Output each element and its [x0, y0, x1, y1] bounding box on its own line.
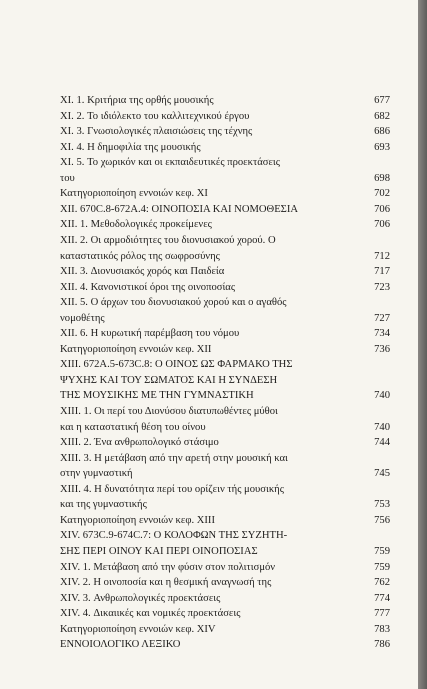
toc-entry — [60, 311, 390, 327]
toc-entry-title: XIII. 4. Η δυνατότητα περί του ορίζειν τής μουσικής — [60, 483, 284, 495]
toc-entry-title: ΣΗΣ ΠΕΡΙ ΟΙΝΟΥ ΚΑΙ ΠΕΡΙ ΟΙΝΟΠΟΣΙΑΣ — [60, 545, 258, 557]
toc-entry-title: XI. 4. Η δημοφιλία της μουσικής — [60, 141, 201, 153]
toc-entry-title: XIV. 3. Ανθρωπολογικές προεκτάσεις — [60, 592, 221, 604]
toc-entry-title: του — [60, 172, 75, 184]
toc-entry-title: XII. 3. Διονυσιακός χορός και Παιδεία — [60, 266, 225, 278]
toc-entry — [60, 544, 390, 560]
toc-entry — [60, 404, 390, 420]
toc-entry-title: Κατηγοριοποίηση εννοιών κεφ. XII — [60, 343, 212, 355]
toc-entry-page-number: 706 — [374, 219, 390, 231]
toc-entry-title: XII. 6. Η κυρωτική παρέμβαση του νόμου — [60, 328, 240, 340]
toc-entry — [60, 186, 390, 202]
toc-entry — [60, 357, 390, 373]
toc-entry-page-number: 756 — [374, 514, 390, 526]
toc-entry-page-number: 734 — [374, 328, 390, 340]
toc-entry-page-number: 723 — [374, 281, 390, 293]
toc-entry-title: XIV. 4. Δικαιικές και νομικές προεκτάσεις — [60, 608, 241, 620]
toc-entry-page-number: 759 — [374, 545, 390, 557]
toc-entry-title: νομοθέτης — [60, 312, 105, 324]
toc-entry — [60, 420, 390, 436]
toc-entry-title: ΨΥΧΗΣ ΚΑΙ ΤΟΥ ΣΩΜΑΤΟΣ ΚΑΙ Η ΣΥΝΔΕΣΗ — [60, 374, 278, 386]
toc-entry — [60, 637, 390, 653]
toc-entry-title: XIV. 2. Η οινοποσία και η θεσμική αναγνωσή της — [60, 577, 272, 589]
toc-entry-title: XII. 4. Κανονιστικοί όροι της οινοποσίας — [60, 281, 236, 293]
toc-entry-page-number: 693 — [374, 141, 390, 153]
toc-entry-title: XIII. 1. Οι περί του Διονύσου διατυπωθέντες μύθοι — [60, 406, 278, 417]
toc-entry-page-number: 744 — [374, 437, 390, 449]
toc-entry — [60, 528, 390, 544]
toc-entry-title: και της γυμναστικής — [60, 499, 147, 511]
toc-entry — [60, 140, 390, 156]
toc-entry-title: XIII. 3. Η μετάβαση από την αρετή στην μουσική και — [60, 452, 288, 464]
toc-entry-title: XIII. 672A.5-673C.8: Ο ΟΙΝΟΣ ΩΣ ΦΑΡΜΑΚΟ ΤΗΣ — [60, 359, 293, 371]
toc-entry — [60, 171, 390, 187]
toc-entry-page-number: 759 — [374, 561, 390, 573]
page-edge-shadow — [418, 0, 427, 689]
toc-entry — [60, 202, 390, 218]
toc-entry — [60, 575, 390, 591]
toc-entry-page-number: 677 — [374, 95, 390, 106]
toc-entry — [60, 622, 390, 638]
toc-entry — [60, 264, 390, 280]
toc-entry-title: XI. 3. Γνωσιολογικές πλαισιώσεις της τέχνης — [60, 126, 253, 138]
toc-entry-title: XII. 1. Μεθοδολογικές προκείμενες — [60, 219, 212, 231]
toc-entry-title: και η καταστατική θέση του οίνου — [60, 421, 206, 433]
toc-entry — [60, 373, 390, 389]
toc-entry — [60, 497, 390, 513]
toc-entry-title: Κατηγοριοποίηση εννοιών κεφ. XI — [60, 188, 208, 200]
toc-entry — [60, 93, 390, 109]
toc-entry — [60, 155, 390, 171]
toc-entry-page-number: 740 — [374, 421, 390, 433]
toc-entry-page-number: 686 — [374, 126, 390, 138]
toc-entry-page-number: 736 — [374, 343, 390, 355]
toc-entry — [60, 280, 390, 296]
toc-entry — [60, 466, 390, 482]
toc-entry-title: Κατηγοριοποίηση εννοιών κεφ. XIV — [60, 623, 216, 635]
toc-entry-title: XIV. 1. Μετάβαση από την φύσιν στον πολιτισμόν — [60, 561, 276, 573]
toc-entry-title: XI. 5. Το χωρικόν και οι εκπαιδευτικές προεκτάσεις — [60, 157, 280, 169]
toc-entry — [60, 451, 390, 467]
toc-entry — [60, 326, 390, 342]
toc-entry-page-number: 702 — [374, 188, 390, 200]
toc-entry-page-number: 777 — [374, 608, 390, 620]
toc-entry-title: στην γυμναστική — [60, 468, 133, 480]
toc-entry — [60, 249, 390, 265]
toc-entry-title: XII. 2. Οι αρμοδιότητες του διονυσιακού χορού. Ο — [60, 234, 276, 246]
toc-entry-page-number: 727 — [374, 312, 390, 324]
toc-entry — [60, 233, 390, 249]
toc-entry — [60, 124, 390, 140]
toc-entry-page-number: 717 — [374, 266, 390, 278]
toc-entry — [60, 435, 390, 451]
toc-entry-page-number: 740 — [374, 390, 390, 402]
toc-entry-title: XI. 1. Κριτήρια της ορθής μουσικής — [60, 95, 214, 106]
toc-entry-page-number: 786 — [374, 639, 390, 651]
toc-entry — [60, 513, 390, 529]
toc-entry-title: ΤΗΣ ΜΟΥΣΙΚΗΣ ΜΕ ΤΗΝ ΓΥΜΝΑΣΤΙΚΗ — [60, 390, 254, 402]
toc-entry-page-number: 762 — [374, 577, 390, 589]
toc-entry — [60, 482, 390, 498]
toc-entry-title: XII. 670C.8-672A.4: ΟΙΝΟΠΟΣΙΑ ΚΑΙ ΝΟΜΟΘΕΣΙΑ — [60, 203, 299, 215]
toc-entry-page-number: 712 — [374, 250, 390, 262]
toc-entry — [60, 295, 390, 311]
toc-entry — [60, 560, 390, 576]
toc-entry-title: καταστατικός ρόλος της σωφροσύνης — [60, 250, 220, 262]
toc-entry-page-number: 698 — [374, 172, 390, 184]
toc-entry-page-number: 682 — [374, 110, 390, 122]
toc-entry — [60, 109, 390, 125]
toc-entry-title: Κατηγοριοποίηση εννοιών κεφ. XIII — [60, 514, 215, 526]
toc-entry-title: XIII. 2. Ένα ανθρωπολογικό στάσιμο — [60, 437, 219, 449]
toc-entry-page-number: 774 — [374, 592, 390, 604]
toc-entry — [60, 388, 390, 404]
toc-entry — [60, 591, 390, 607]
toc-entry-title: XI. 2. Το ιδιόλεκτο του καλλιτεχνικού έργου — [60, 110, 250, 122]
toc-entry-page-number: 706 — [374, 203, 390, 215]
toc-entry-page-number: 753 — [374, 499, 390, 511]
toc-entry-title: XII. 5. Ο άρχων του διονυσιακού χορού και ο αγαθός — [60, 297, 287, 309]
toc-entry — [60, 342, 390, 358]
toc-entry-title: XIV. 673C.9-674C.7: Ο ΚΟΛΟΦΩΝ ΤΗΣ ΣΥΖΗΤΗ- — [60, 530, 288, 542]
toc-entry-title: ΕΝΝΟΙΟΛΟΓΙΚΟ ΛΕΞΙΚΟ — [60, 639, 181, 651]
toc-entry — [60, 217, 390, 233]
toc-entry-page-number: 783 — [374, 623, 390, 635]
toc-entry — [60, 606, 390, 622]
toc-entry-page-number: 745 — [374, 468, 390, 480]
